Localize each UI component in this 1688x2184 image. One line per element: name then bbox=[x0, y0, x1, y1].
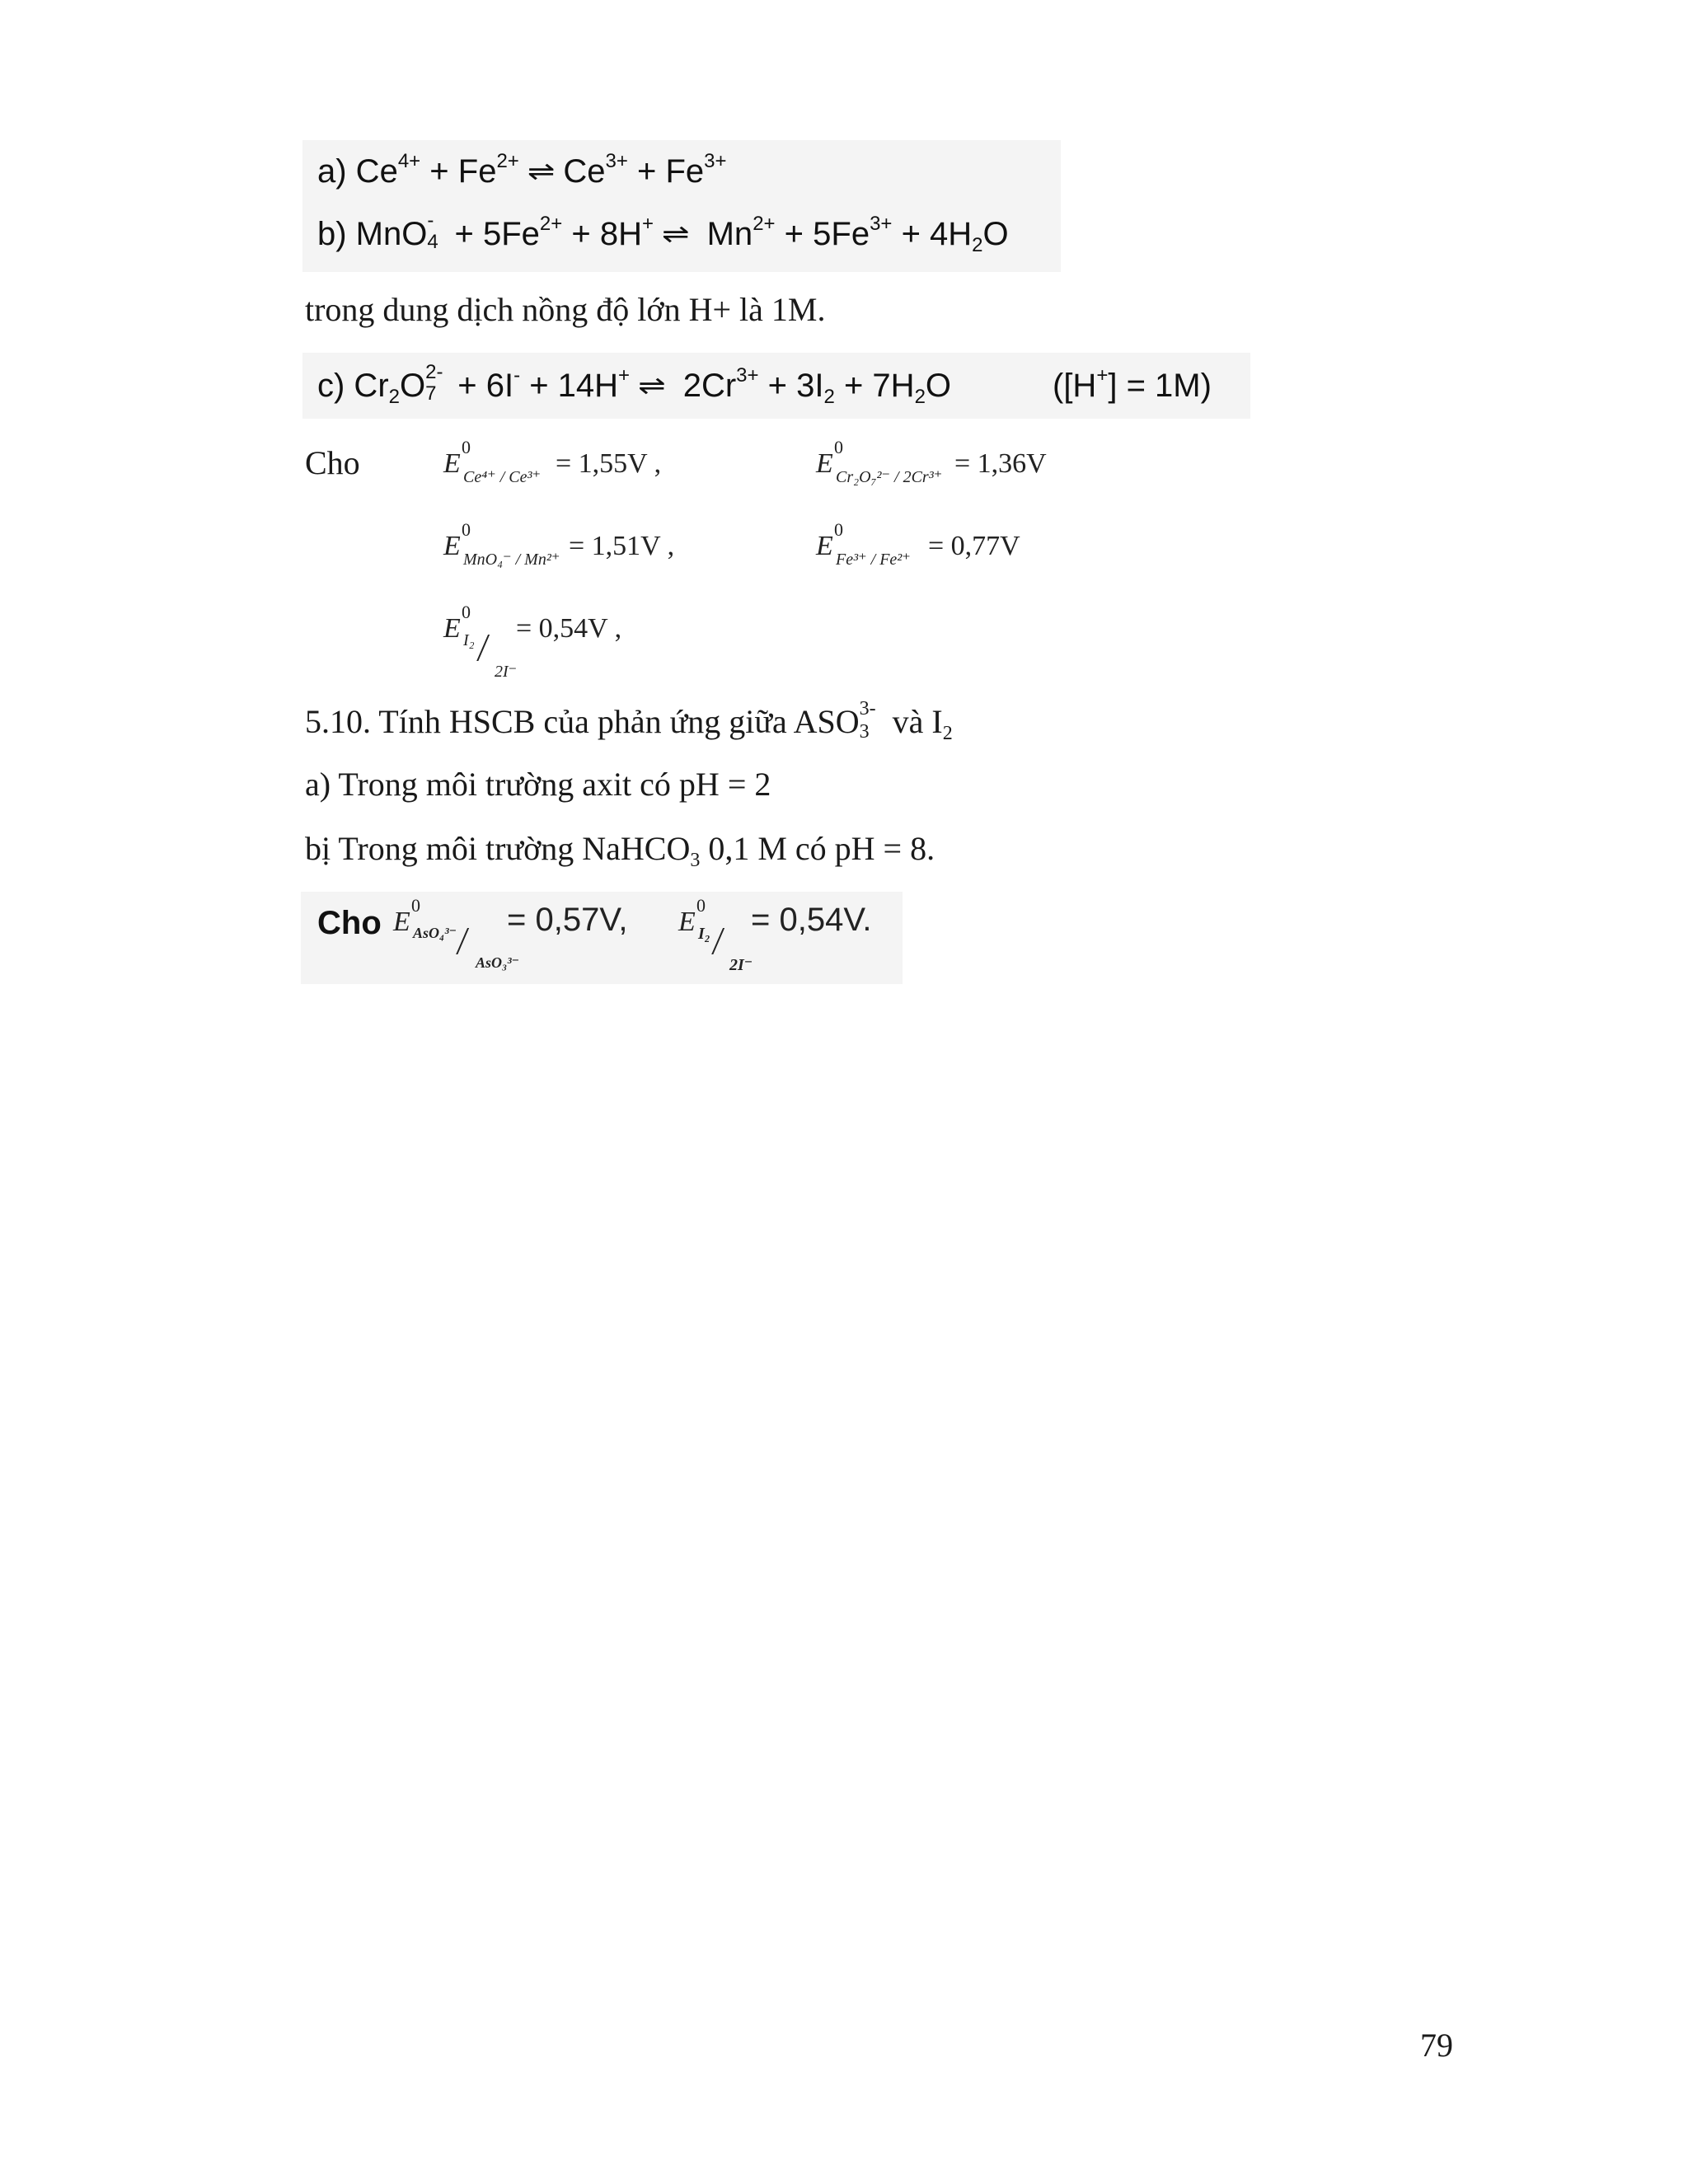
eq-b-rest5: O bbox=[982, 216, 1009, 252]
eq-c-rest3: 2Cr bbox=[673, 368, 737, 404]
eq-c-cond: ([H bbox=[1053, 368, 1097, 404]
eq-b-prefix: b) MnO bbox=[317, 216, 428, 252]
equation-c-condition bbox=[1053, 366, 1212, 405]
eq-a-fe2: 2+ bbox=[496, 150, 519, 172]
problem-title-sub: 3 bbox=[859, 721, 870, 743]
final-potential-iodine bbox=[678, 895, 872, 974]
eq-c-hsub: 2 bbox=[914, 386, 926, 409]
problem-b-post: 0,1 M có pH = 8. bbox=[700, 830, 935, 867]
eq-a-ce4: 4+ bbox=[397, 150, 421, 172]
final-cho: Cho bbox=[317, 905, 382, 941]
final-i-value: = 0,54V. bbox=[751, 902, 872, 938]
potential-fe bbox=[816, 519, 1020, 569]
eq-c-rest6: O bbox=[925, 368, 952, 404]
eq-b-arrow: ⇌ bbox=[661, 219, 690, 249]
eq-b-sub: 4 bbox=[427, 230, 438, 253]
problem-b-sub: 3 bbox=[690, 850, 701, 872]
eq-a-fe3: 3+ bbox=[704, 150, 727, 172]
equations-ab-block bbox=[302, 140, 1061, 272]
page-number: 79 bbox=[1420, 2027, 1453, 2064]
pot-ce-couple: Ce⁴⁺ / Ce³⁺ bbox=[463, 468, 542, 486]
problem-title-post: và I bbox=[884, 703, 943, 740]
pot-cr-e: E bbox=[816, 448, 833, 479]
eq-c-isup: - bbox=[513, 364, 521, 387]
eq-b-rest3: + 5Fe bbox=[775, 216, 870, 252]
pot-ce-value: = 1,55V , bbox=[556, 448, 662, 479]
final-as-bot: AsO₃³⁻ bbox=[476, 954, 520, 971]
pot-mn-value: = 1,51V , bbox=[569, 531, 675, 561]
pot-i-zero: 0 bbox=[462, 602, 471, 622]
pot-fe-value: = 0,77V bbox=[928, 531, 1020, 561]
pot-mn-e: E bbox=[443, 531, 461, 561]
final-as-zero: 0 bbox=[411, 895, 420, 916]
final-as-top: AsO₄³⁻ bbox=[413, 925, 457, 941]
pot-i-e: E bbox=[443, 613, 461, 644]
pot-i-top: I₂ bbox=[463, 631, 475, 649]
eq-b-sub2: 2 bbox=[972, 234, 983, 257]
equation-c bbox=[317, 361, 952, 409]
eq-c-prefix: c) Cr bbox=[317, 368, 389, 404]
eq-b-rest2: + 8H bbox=[562, 216, 642, 252]
eq-b-mn2: 2+ bbox=[753, 213, 776, 235]
potential-ce bbox=[443, 437, 662, 486]
pot-ce-e: E bbox=[443, 448, 461, 479]
eq-b-fe2: 2+ bbox=[539, 213, 563, 235]
pot-i-bot: 2I⁻ bbox=[495, 663, 518, 681]
eq-c-isub: 2 bbox=[823, 386, 835, 409]
problem-part-a: a) Trong môi trường axit có pH = 2 bbox=[305, 766, 771, 803]
potential-mn bbox=[443, 519, 675, 569]
eq-c-o: O bbox=[400, 368, 426, 404]
pot-cr-couple: Cr₂O₇²⁻ / 2Cr³⁺ bbox=[836, 468, 943, 486]
eq-b-sup: - bbox=[427, 209, 434, 232]
final-potential-as bbox=[393, 895, 628, 971]
eq-a-plus1: + Fe bbox=[420, 153, 497, 190]
pot-cr-zero: 0 bbox=[834, 437, 843, 457]
problem-b-pre: bị Trong môi trường NaHCO bbox=[305, 830, 691, 867]
final-as-slash: / bbox=[457, 918, 467, 963]
pot-cr-value: = 1,36V bbox=[954, 448, 1047, 479]
eq-a-prefix: a) Ce bbox=[317, 153, 398, 190]
eq-b-rest1: + 5Fe bbox=[445, 216, 540, 252]
final-potentials-block bbox=[301, 892, 903, 984]
eq-c-arrow: ⇌ bbox=[638, 371, 666, 401]
equation-b bbox=[317, 209, 1009, 257]
problem-title-sub2: 2 bbox=[942, 723, 953, 745]
eq-b-fe3: 3+ bbox=[870, 213, 893, 235]
eq-a-ce3base: Ce bbox=[563, 153, 606, 190]
eq-c-rest2: + 14H bbox=[520, 368, 619, 404]
problem-title-sup: 3- bbox=[859, 698, 876, 720]
eq-b-mn: Mn bbox=[697, 216, 753, 252]
final-i-bot: 2I⁻ bbox=[729, 956, 753, 974]
final-i-e: E bbox=[678, 907, 696, 937]
eq-a-arrow: ⇌ bbox=[527, 157, 556, 186]
eq-c-rest4: + 3I bbox=[758, 368, 824, 404]
final-i-zero: 0 bbox=[696, 895, 706, 916]
final-as-value: = 0,57V, bbox=[507, 902, 628, 938]
eq-c-rest5: + 7H bbox=[834, 368, 915, 404]
pot-i-slash: / bbox=[478, 625, 488, 670]
eq-c-hsup: + bbox=[618, 364, 631, 387]
final-i-top: I₂ bbox=[698, 925, 710, 943]
pot-mn-couple: MnO₄⁻ / Mn²⁺ bbox=[463, 551, 560, 569]
pot-i-value: = 0,54V , bbox=[516, 613, 622, 644]
eq-c-rest1: + 6I bbox=[448, 368, 514, 404]
equation-a bbox=[317, 152, 727, 191]
potential-cr bbox=[816, 437, 1047, 486]
eq-c-condsup: + bbox=[1096, 364, 1109, 387]
problem-title bbox=[305, 698, 953, 745]
eq-c-sub1: 2 bbox=[388, 386, 400, 409]
eq-c-sup1: 2- bbox=[425, 361, 443, 384]
eq-b-hplus: + bbox=[641, 213, 654, 235]
final-as-e: E bbox=[393, 907, 410, 937]
eq-a-plus2: + Fe bbox=[627, 153, 705, 190]
eq-c-cond2: ] = 1M) bbox=[1108, 368, 1212, 404]
pot-fe-e: E bbox=[816, 531, 833, 561]
cho-label: Cho bbox=[305, 444, 360, 481]
pot-ce-zero: 0 bbox=[462, 437, 471, 457]
problem-part-b bbox=[305, 829, 935, 872]
potential-iodine bbox=[443, 602, 622, 681]
equation-c-block bbox=[302, 353, 1250, 419]
pot-mn-zero: 0 bbox=[462, 519, 471, 540]
eq-c-crsup: 3+ bbox=[736, 364, 759, 387]
eq-b-rest4: + 4H bbox=[892, 216, 973, 252]
pot-fe-couple: Fe³⁺ / Fe²⁺ bbox=[836, 551, 911, 569]
eq-c-sub2: 7 bbox=[425, 382, 437, 405]
eq-a-ce3: 3+ bbox=[605, 150, 628, 172]
concentration-note: trong dung dịch nồng độ lớn H+ là 1M. bbox=[305, 291, 826, 328]
pot-fe-zero: 0 bbox=[834, 519, 843, 540]
problem-title-pre: 5.10. Tính HSCB của phản ứng giữa ASO bbox=[305, 703, 860, 740]
final-i-slash: / bbox=[713, 918, 723, 963]
